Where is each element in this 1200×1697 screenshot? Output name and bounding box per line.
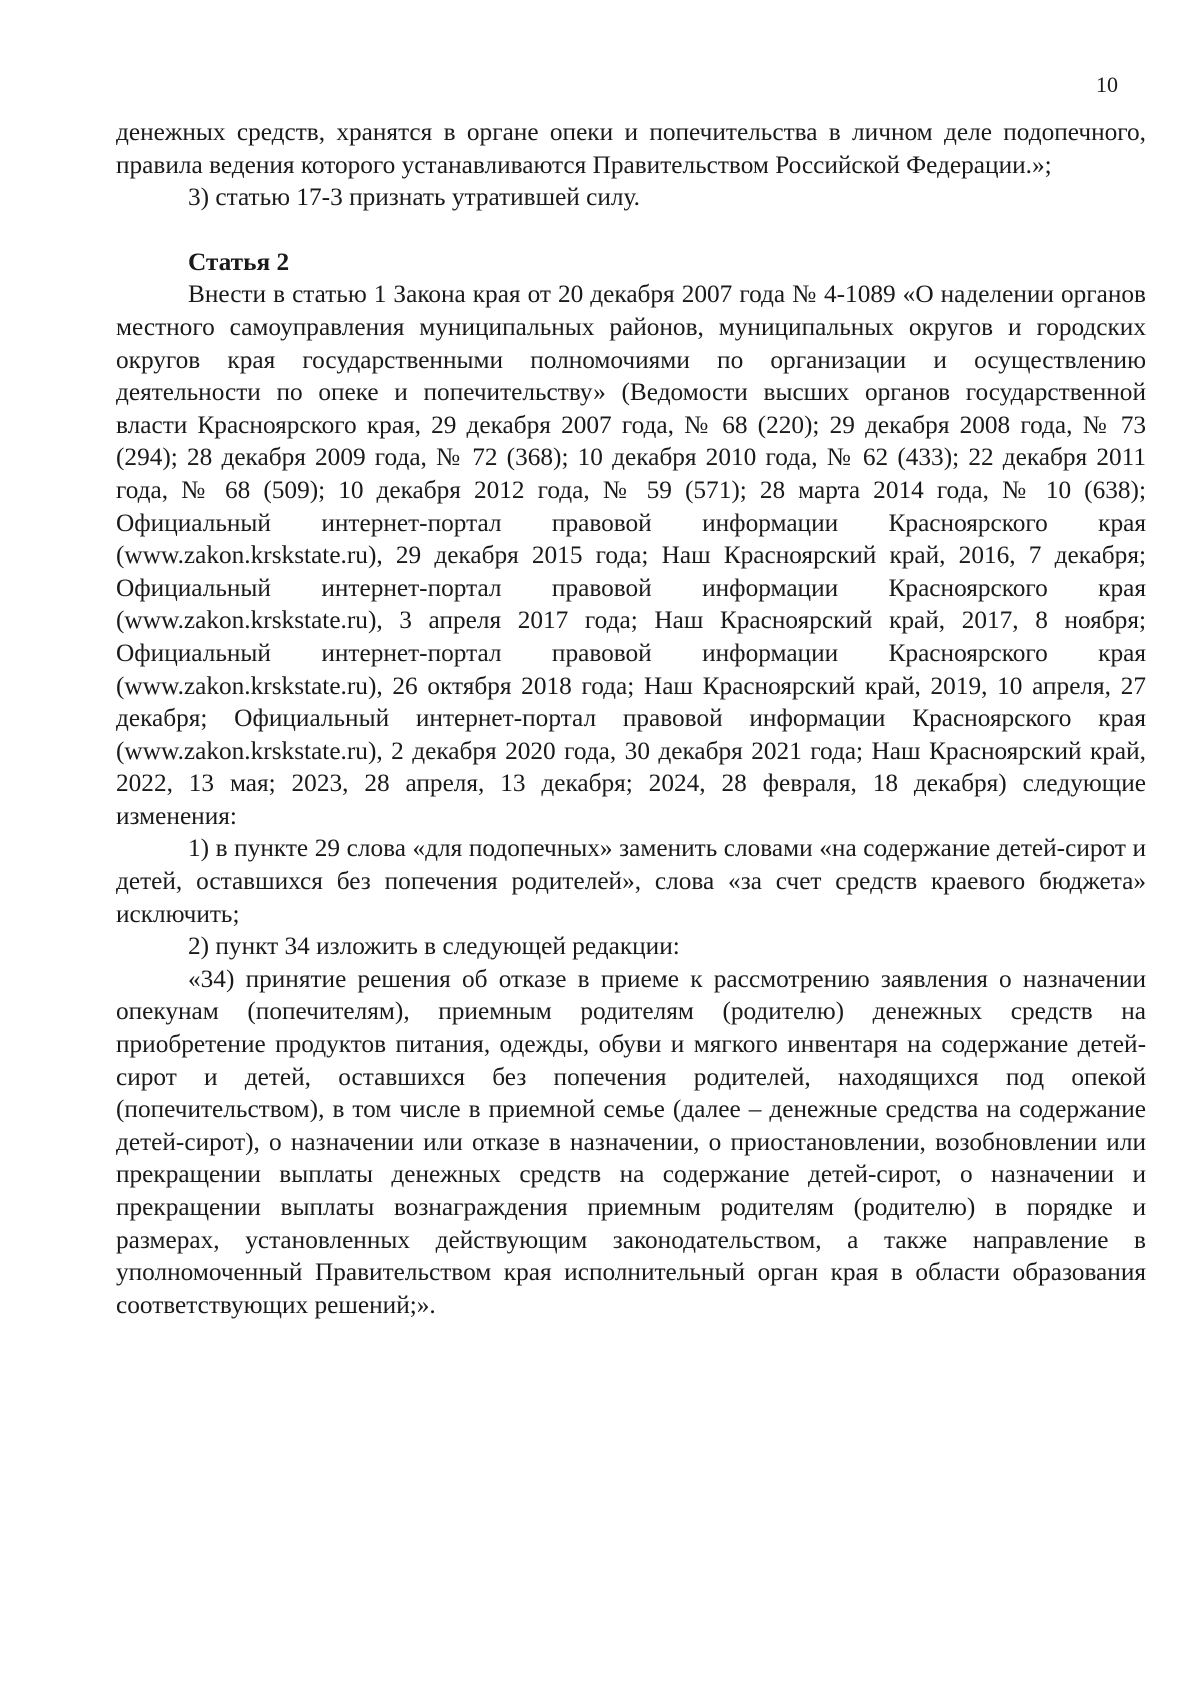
paragraph-item-3: 3) статью 17-3 признать утратившей силу. (188, 183, 640, 212)
paragraph-continuation: денежных средств, хранятся в органе опеки и попечительства в личном деле подопечного, правила ведения которого устанавливаются Правительством Российской Федерации.»; (116, 118, 1146, 179)
article-heading: Статья 2 (188, 247, 290, 276)
document-body (116, 116, 1146, 1321)
paragraph-item-2: 2) пункт 34 изложить в следующей редакции: (188, 932, 680, 961)
paragraph-new-point-34: «34) принятие решения об отказе в приеме к рассмотрению заявления о назначении опекунам (попечителям), приемным родителям (родителю) денежных средств на приобретение продуктов питания, одежды, обуви и мягкого инвентаря на содержание детей-сирот и детей, оставшихся без попечения родителей, находящихся под опекой (попечительством), в том числе в приемной семье (далее – денежные средства на содержание детей-сирот), о назначении или отказе в назначении, о приостановлении, возобновлении или прекращении выплаты денежных средств на содержание детей-сирот, о назначении и прекращении выплаты вознаграждения приемным родителям (родителю) в порядке и размерах, установленных действующим законодательством, а также направление в уполномоченный Правительством края исполнительный орган края в области образования соответствующих решений;». (116, 964, 1146, 1319)
paragraph-item-1: 1) в пункте 29 слова «для подопечных» заменить словами «на содержание детей-сирот и детей, оставшихся без попечения родителей», слова «за счет средств краевого бюджета» исключить; (116, 834, 1146, 928)
page-number: 10 (1096, 72, 1118, 97)
paragraph-amendment-intro: Внести в статью 1 Закона края от 20 декабря 2007 года № 4-1089 «О наделении органов местного самоуправления муниципальных районов, муниципальных округов и городских округов края государственными полномочиями по организации и осуществлению деятельности по опеке и попечительству» (Ведомости высших органов государственной власти Красноярского края, 29 декабря 2007 года, № 68 (220); 29 декабря 2008 года, № 73 (294); 28 декабря 2009 года, № 72 (368); 10 декабря 2010 года, № 62 (433); 22 декабря 2011 года, № 68 (509); 10 декабря 2012 года, № 59 (571); 28 марта 2014 года, № 10 (638); Официальный интернет-портал правовой информации Красноярского края (www.zakon.krskstate.ru), 29 декабря 2015 года; Наш Красноярский край, 2016, 7 декабря; Официальный интернет-портал правовой информации Красноярского края (www.zakon.krskstate.ru), 3 апреля 2017 года; Наш Красноярский край, 2017, 8 ноября; Официальный интернет-портал правовой информации Красноярского края (www.zakon.krskstate.ru), 26 октября 2018 года; Наш Красноярский край, 2019, 10 апреля, 27 декабря; Официальный интернет-портал правовой информации Красноярского края (www.zakon.krskstate.ru), 2 декабря 2020 года, 30 декабря 2021 года; Наш Красноярский край, 2022, 13 мая; 2023, 28 апреля, 13 декабря; 2024, 28 февраля, 18 декабря) следующие изменения: (116, 280, 1146, 830)
